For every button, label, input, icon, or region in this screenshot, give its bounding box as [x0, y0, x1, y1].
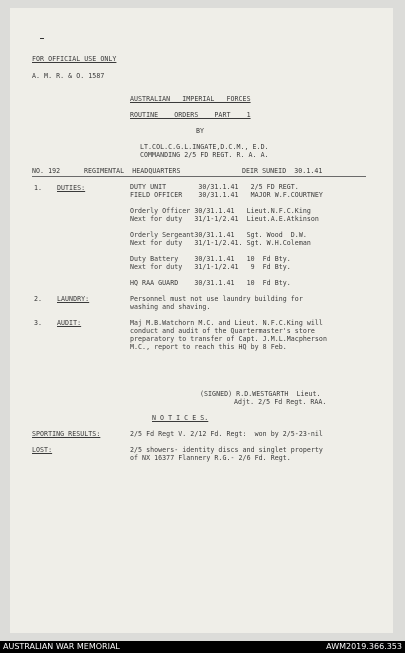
signature-line: (SIGNED) R.D.WESTGARTH Lieut. [200, 390, 321, 398]
lost-text: 2/5 showers- identity discs and singlet property [130, 446, 323, 454]
location-date: DEIR SUNEID 30.1.41 [242, 167, 323, 175]
laundry-text: Personnel must not use laundry building for [130, 295, 303, 303]
commanding-unit: COMMANDING 2/5 FD REGT. R. A. A. [140, 151, 269, 159]
document-title: AUSTRALIAN IMPERIAL FORCES [130, 95, 251, 103]
lost-text: of NX 16377 Flannery R.G.- 2/6 Fd. Regt. [130, 454, 291, 462]
official-use-heading: FOR OFFICIAL USE ONLY [32, 55, 117, 63]
footer-institution: AUSTRALIAN WAR MEMORIAL [3, 642, 120, 651]
laundry-heading: LAUNDRY: [57, 295, 90, 303]
pencil-mark [40, 38, 44, 39]
sporting-results-label: SPORTING RESULTS: [32, 430, 101, 438]
adjutant-line: Adjt. 2/5 Fd Regt. RAA. [234, 398, 327, 406]
by-line: BY [196, 127, 205, 135]
duty-line: Orderly Officer 30/31.1.41 Lieut.N.F.C.King [130, 207, 311, 215]
duty-line: Orderly Sergeant30/31.1.41 Sgt. Wood D.W. [130, 231, 307, 239]
commander-name: LT.COL.C.G.L.INGATE,D.C.M., E.D. [140, 143, 269, 151]
orders-line: ROUTINE ORDERS PART 1 [130, 111, 251, 119]
footer-bar [0, 641, 405, 653]
document-page [10, 8, 393, 633]
notices-heading: N O T I C E S. [152, 414, 209, 422]
audit-heading: AUDIT: [57, 319, 82, 327]
laundry-text: washing and shaving. [130, 303, 211, 311]
footer-accession-number: AWM2019.366.353 [326, 642, 402, 651]
audit-text: preparatory to transfer of Capt. J.M.L.Macpherson [130, 335, 327, 343]
lost-label: LOST: [32, 446, 53, 454]
section-number: 3. [34, 319, 43, 327]
duty-line: DUTY UNIT 30/31.1.41 2/5 FD REGT. [130, 183, 299, 191]
duty-line: FIELD OFFICER 30/31.1.41 MAJOR W.F.COURTNEY [130, 191, 323, 199]
duty-line: Next for duty 31/1-1/2.41 9 Fd Bty. [130, 263, 291, 271]
audit-text: Maj M.B.Watchorn M.C. and Lieut. N.F.C.King will [130, 319, 323, 327]
duty-line: HQ RAA GUARD 30/31.1.41 10 Fd Bty. [130, 279, 291, 287]
duty-line: Next for duty 31/1-1/2.41 Lieut.A.E.Atkinson [130, 215, 319, 223]
form-code: A. M. R. & O. 1587 [32, 72, 105, 80]
sporting-results-text: 2/5 Fd Regt V. 2/12 Fd. Regt: won by 2/5-23-nil [130, 430, 323, 438]
hq-heading: REGIMENTAL HEADQUARTERS [84, 167, 181, 175]
audit-text: M.C., report to reach this HQ by 8 Feb. [130, 343, 287, 351]
section-number: 1. [34, 184, 43, 192]
order-number: NO. 192 [32, 167, 61, 175]
duty-line: Next for duty 31/1-1/2.41. Sgt. W.H.Coleman [130, 239, 311, 247]
duties-heading: DUTIES: [57, 184, 86, 192]
audit-text: conduct and audit of the Quartermaster's store [130, 327, 315, 335]
section-number: 2. [34, 295, 43, 303]
duty-line: Duty Battery 30/31.1.41 10 Fd Bty. [130, 255, 291, 263]
header-rule [32, 176, 366, 177]
